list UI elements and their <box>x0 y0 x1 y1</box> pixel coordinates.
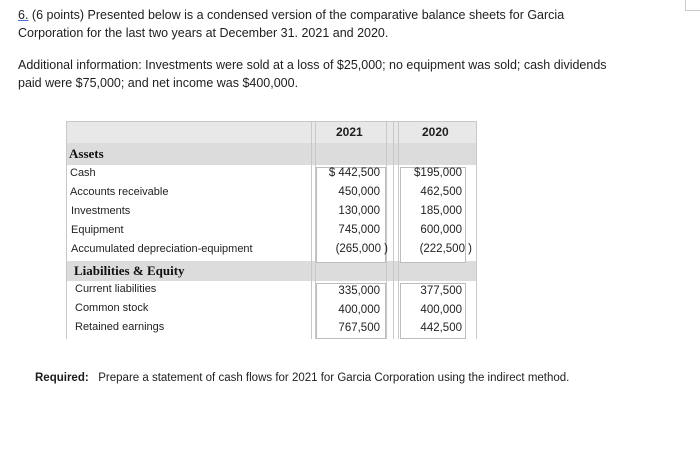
assets-header-band <box>66 143 477 165</box>
required-label: Required: <box>35 372 89 384</box>
current-liabilities-2020: 377,500 <box>420 285 462 297</box>
question-line-1 <box>18 7 564 24</box>
column-header-2020: 2020 <box>422 125 449 139</box>
retained-earnings-2020: 442,500 <box>420 322 462 334</box>
row-label-retained-earnings: Retained earnings <box>75 321 165 333</box>
cash-2021: $ 442,500 <box>328 167 380 179</box>
investments-2020: 185,000 <box>420 205 462 217</box>
retained-earnings-2021: 767,500 <box>338 322 380 334</box>
cash-2020: $195,000 <box>414 167 462 179</box>
common-stock-2020: 400,000 <box>420 304 462 316</box>
accumulated-depreciation-2021: (265,000 ) <box>335 243 388 255</box>
additional-info-line-2: paid were $75,000; and net income was $400,000. <box>18 76 299 90</box>
column-header-2021: 2021 <box>336 125 363 139</box>
row-label-current-liabilities: Current liabilities <box>75 283 157 295</box>
grid-line <box>476 121 477 339</box>
accumulated-depreciation-2020: (222,500 ) <box>419 243 472 255</box>
additional-info-line-1: Additional information: Investments were sold at a loss of $25,000; no equipment was sold; cash dividends <box>18 58 607 72</box>
row-label-equipment: Equipment <box>71 224 124 236</box>
grid-line <box>386 121 387 339</box>
accounts-receivable-2020: 462,500 <box>420 186 462 198</box>
accounts-receivable-2021: 450,000 <box>338 186 380 198</box>
row-label-cash: Cash <box>70 167 96 179</box>
question-line-2: Corporation for the last two years at December 31. 2021 and 2020. <box>18 26 389 40</box>
grid-line <box>66 121 67 339</box>
common-stock-2021: 400,000 <box>338 304 380 316</box>
row-label-accounts-receivable: Accounts receivable <box>70 186 169 198</box>
window-corner <box>685 0 700 11</box>
balance-sheet-table <box>66 121 477 339</box>
liabilities-equity-heading: Liabilities & Equity <box>74 263 185 278</box>
equipment-2021: 745,000 <box>338 224 380 236</box>
question-number: 6. <box>18 8 29 22</box>
required-instruction <box>35 372 569 384</box>
assets-heading: Assets <box>69 146 104 161</box>
row-label-accumulated-depreciation: Accumulated depreciation-equipment <box>71 243 253 255</box>
investments-2021: 130,000 <box>338 205 380 217</box>
current-liabilities-2021: 335,000 <box>338 285 380 297</box>
row-label-investments: Investments <box>71 205 131 217</box>
table-header-row <box>66 121 477 144</box>
required-text: Prepare a statement of cash flows for 2021 for Garcia Corporation using the indirect method. <box>98 372 570 384</box>
row-label-common-stock: Common stock <box>75 302 149 314</box>
equipment-2020: 600,000 <box>420 224 462 236</box>
question-line-1-text: (6 points) Presented below is a condensed version of the comparative balance sheets for Garcia <box>28 8 565 22</box>
